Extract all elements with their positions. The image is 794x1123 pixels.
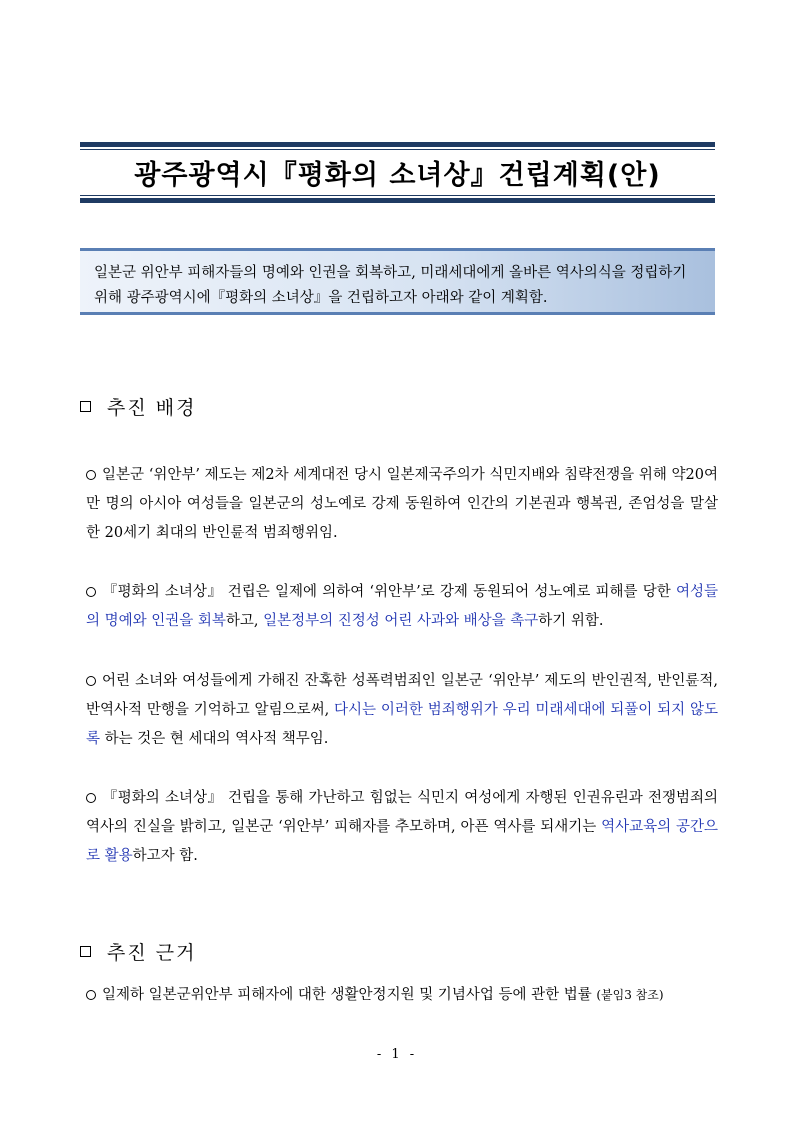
- reference-note: (붙임3 참조): [596, 988, 664, 1002]
- basis-paragraph-1: [86, 981, 718, 1010]
- section-title: 추진 근거: [107, 942, 197, 964]
- highlight-text: 다시는 이러한 범죄행위가 우리 미래세대에 되풀이 되지 않도록: [86, 702, 718, 747]
- highlight-text: 일본정부의 진정성 어린 사과와 배상을 촉구: [263, 613, 539, 629]
- summary-line-2: 위해 광주광역시에『평화의 소녀상』을 건립하고자 아래와 같이 계획함.: [94, 290, 548, 306]
- highlight-text: 여성들의 명예와 인권을 회복: [86, 584, 718, 629]
- paragraph-text: 하는 것은 현 세대의 역사적 책무임.: [100, 731, 329, 747]
- square-bullet-icon: [80, 946, 91, 957]
- page-number: - 1 -: [376, 1047, 418, 1062]
- paragraph-text: 하고,: [225, 613, 264, 629]
- circle-bullet-icon: [86, 470, 96, 480]
- circle-bullet-icon: [86, 676, 96, 686]
- paragraph-text: 『평화의 소녀상』 건립은 일제에 의하여 ‘위안부’로 강제 동원되어 성노예로 피해를 당한: [102, 584, 676, 600]
- section-heading-background: [80, 393, 196, 420]
- background-paragraph-1: [86, 461, 718, 548]
- section-title: 추진 배경: [107, 397, 197, 419]
- background-paragraph-3: [86, 667, 718, 754]
- title-rule-bottom: [80, 195, 715, 196]
- square-bullet-icon: [80, 401, 91, 412]
- summary-box: [80, 248, 715, 315]
- highlight-text: 역사교육의 공간으로 활용: [86, 819, 718, 864]
- title-box: [80, 142, 715, 203]
- paragraph-text: 일제하 일본군위안부 피해자에 대한 생활안정지원 및 기념사업 등에 관한 법률: [102, 987, 597, 1003]
- document-title: 광주광역시『평화의 소녀상』건립계획(안): [134, 160, 661, 191]
- summary-line-1: 일본군 위안부 피해자들의 명예와 인권을 회복하고, 미래세대에게 올바른 역사의식을 정립하기: [94, 265, 687, 281]
- circle-bullet-icon: [86, 587, 96, 597]
- paragraph-text: 어린 소녀와 여성들에게 가해진 잔혹한 성폭력범죄인 일본군 ‘위안부’ 제도의 반인권적, 반인륜적, 반역사적 만행을 기억하고 알림으로써,: [86, 673, 718, 718]
- title-rule-top: [80, 149, 715, 150]
- background-paragraph-4: [86, 784, 718, 871]
- background-paragraph-2: [86, 578, 718, 636]
- paragraph-text: 『평화의 소녀상』 건립을 통해 가난하고 힘없는 식민지 여성에게 자행된 인권유린과 전쟁범죄의 역사의 진실을 밝히고, 일본군 ‘위안부’ 피해자를 추모하며, 아픈 역사를 되새기는: [86, 790, 718, 835]
- section-heading-basis: [80, 938, 196, 965]
- paragraph-text: 하기 위함.: [538, 613, 604, 629]
- paragraph-text: 일본군 ‘위안부’ 제도는 제2차 세계대전 당시 일본제국주의가 식민지배와 침략전쟁을 위해 약20여만 명의 아시아 여성들을 일본군의 성노예로 강제 동원하여 인간의 기본권과 행복권, 존엄성을 말살한 20세기 최대의 반인륜적 범죄행위임.: [86, 467, 718, 541]
- paragraph-text: 하고자 함.: [132, 848, 198, 864]
- circle-bullet-icon: [86, 990, 96, 1000]
- circle-bullet-icon: [86, 793, 96, 803]
